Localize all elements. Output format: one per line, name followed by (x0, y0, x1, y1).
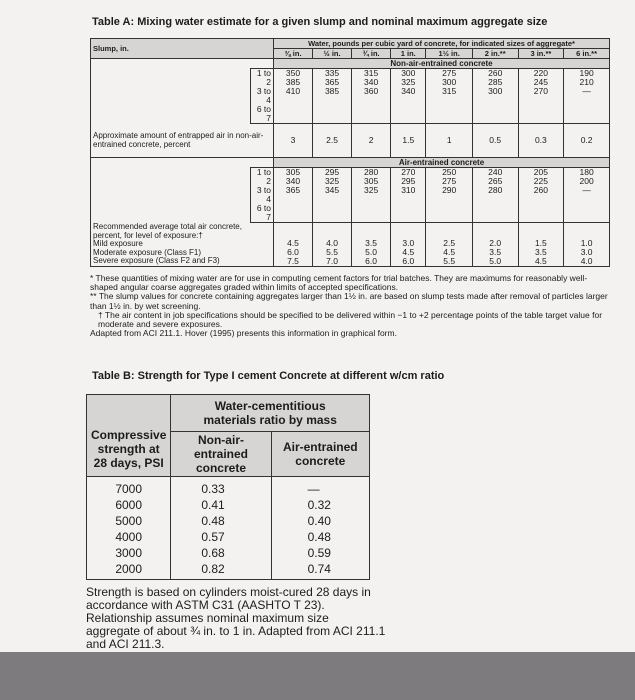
non-air-band: Non-air-entrained concrete (274, 59, 610, 69)
non-air-cell: 0.33 (171, 477, 271, 498)
air-header: Air-entrained concrete (271, 432, 369, 477)
entrapped-air-label: Approximate amount of entrapped air in non-air-entrained concrete, percent (91, 124, 274, 158)
note-1: * These quantities of mixing water are for use in computing cement factors for trial batches. They are maximums for reasonably well-shaped angular coarse aggregates graded within limits of accepted specifications. (90, 273, 588, 293)
air-cell: 0.32 (271, 497, 369, 513)
cell: 250 275 290 (426, 168, 472, 223)
size-header: 1½ in. (426, 49, 472, 59)
table-b-footnote (86, 586, 386, 651)
cell: 0.3 (518, 124, 564, 158)
cell: 270 295 310 (391, 168, 426, 223)
air-band: Air-entrained concrete (274, 158, 610, 168)
non-air-cell: 0.68 (171, 545, 271, 561)
cell: 3.5 5.0 6.0 (352, 223, 391, 267)
non-air-cell: 0.41 (171, 497, 271, 513)
strength-cell: 3000 (87, 545, 171, 561)
strength-cell: 5000 (87, 513, 171, 529)
table-row (87, 561, 370, 580)
table-row (87, 529, 370, 545)
cell: 1.5 3.5 4.5 (518, 223, 564, 267)
size-header: 2 in.** (472, 49, 518, 59)
cell: 2.5 4.5 5.5 (426, 223, 472, 267)
non-air-cell: 0.57 (171, 529, 271, 545)
strength-cell: 4000 (87, 529, 171, 545)
cell: 1 (426, 124, 472, 158)
cell: 350 385 410 (274, 69, 313, 124)
cell: 240 265 280 (472, 168, 518, 223)
size-header: ⅜ in. (274, 49, 313, 59)
size-header: 3 in.** (518, 49, 564, 59)
table-row (87, 477, 370, 498)
note-3: † The air content in job specifications should be specified to be delivered within −1 to +2 percentage points of the table target value for moderate and severe exposures. (98, 309, 603, 330)
air-cell: 0.40 (271, 513, 369, 529)
cell: 0.5 (472, 124, 518, 158)
strength-cell: 6000 (87, 497, 171, 513)
cell: 1.0 3.0 4.0 (564, 223, 610, 267)
cell: 280 305 325 (352, 168, 391, 223)
table-b (86, 394, 370, 580)
cell: 2.5 (313, 124, 352, 158)
table-a-title: Table A: Mixing water estimate for a given slump and nominal maximum aggregate size (92, 16, 548, 28)
cell: 295 325 345 (313, 168, 352, 223)
wcm-header: Water-cementitious materials ratio by mass (171, 395, 370, 432)
slump-values: 1 to 2 3 to 4 6 to 7 (251, 69, 274, 124)
photo-background-strip (0, 652, 635, 700)
cell: 260 285 300 (472, 69, 518, 124)
cell: 2.0 3.5 5.0 (472, 223, 518, 267)
air-cell: 0.59 (271, 545, 369, 561)
cell: 305 340 365 (274, 168, 313, 223)
strength-cell: 2000 (87, 561, 171, 580)
non-air-cell: 0.48 (171, 513, 271, 529)
table-row (87, 545, 370, 561)
non-air-cell: 0.82 (171, 561, 271, 580)
footnote-text: Strength is based on cylinders moist-cured 28 days in accordance with ASTM C31 (AASHTO T 23). Relationship assumes nominal maximum size aggregate of about ¾ in. to 1 in. Adapted from ACI 211.1 and ACI 211.3. (86, 585, 386, 651)
cell: 3.0 4.5 6.0 (391, 223, 426, 267)
note-2: ** The slump values for concrete containing aggregates larger than 1½ in. are based on slump tests made after removal of particles larger than 1½ in. by wet screening. (90, 291, 608, 311)
cell: 1.5 (391, 124, 426, 158)
cell: 0.2 (564, 124, 610, 158)
table-a-notes (90, 274, 610, 338)
exposure-labels: Mild exposure Moderate exposure (Class F1) Severe exposure (Class F2 and F3) (93, 239, 220, 265)
strength-cell: 7000 (87, 477, 171, 498)
cell: 180 200 — (564, 168, 610, 223)
size-header: ½ in. (313, 49, 352, 59)
recommended-air-label: Recommended average total air concrete, percent, for level of exposure:† (93, 222, 242, 240)
cell: 275 300 315 (426, 69, 472, 124)
air-cell: — (271, 477, 369, 498)
table-row (87, 497, 370, 513)
compressive-header: Compressive strength at 28 days, PSI (87, 395, 171, 477)
size-header: ¾ in. (352, 49, 391, 59)
cell: 300 325 340 (391, 69, 426, 124)
cell: 2 (352, 124, 391, 158)
table-row (87, 513, 370, 529)
cell: 190 210 — (564, 69, 610, 124)
table-a (90, 38, 610, 267)
cell: 315 340 360 (352, 69, 391, 124)
slump-header: Slump, in. (91, 39, 274, 59)
non-air-header: Non-air-entrained concrete (171, 432, 271, 477)
table-b-title: Table B: Strength for Type I cement Concrete at different w/cm ratio (92, 370, 445, 382)
cell: 220 245 270 (518, 69, 564, 124)
cell: 4.5 6.0 7.5 (274, 223, 313, 267)
water-header: Water, pounds per cubic yard of concrete, for indicated sizes of aggregate* (274, 39, 610, 49)
cell: 335 365 385 (313, 69, 352, 124)
cell: 3 (274, 124, 313, 158)
air-cell: 0.74 (271, 561, 369, 580)
note-4: Adapted from ACI 211.1. Hover (1995) presents this information in graphical form. (90, 328, 397, 339)
size-header: 1 in. (391, 49, 426, 59)
slump-values: 1 to 2 3 to 4 6 to 7 (251, 168, 274, 223)
air-cell: 0.48 (271, 529, 369, 545)
size-header: 6 in.** (564, 49, 610, 59)
cell: 205 225 260 (518, 168, 564, 223)
cell: 4.0 5.5 7.0 (313, 223, 352, 267)
